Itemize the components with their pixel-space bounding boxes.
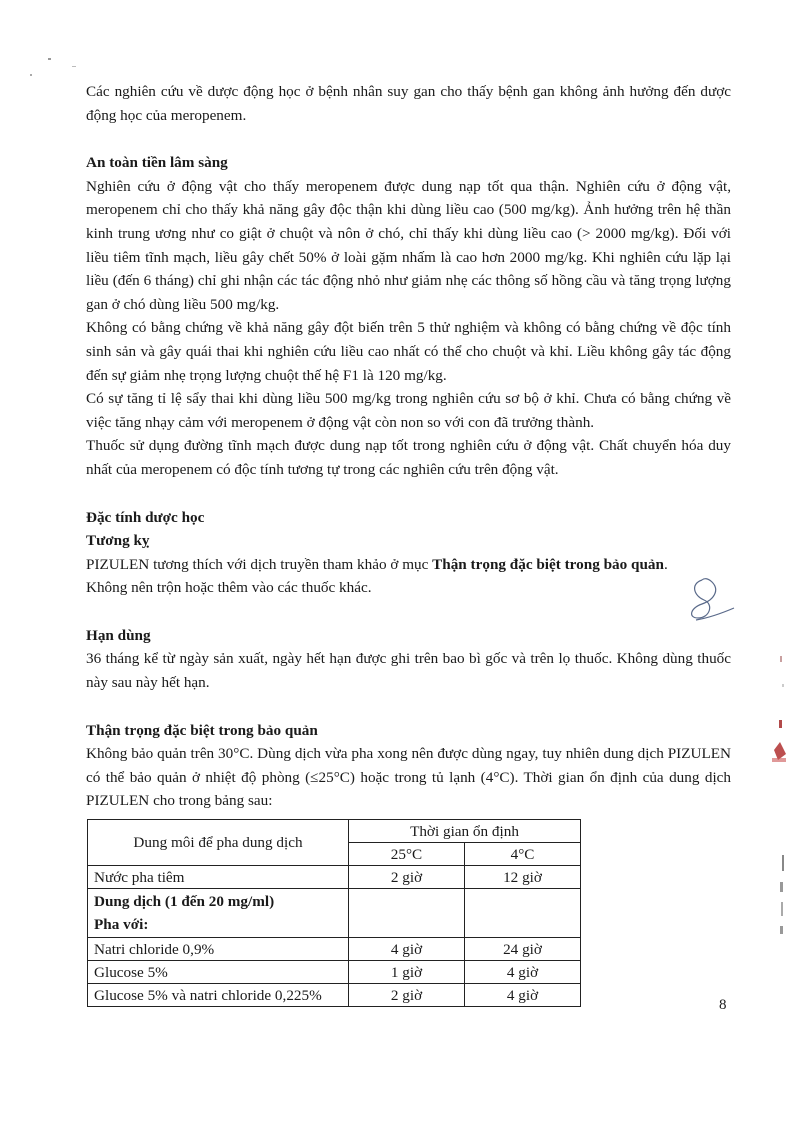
pharmaceutical-heading: Đặc tính dược học [86, 508, 205, 526]
header-solvent: Dung môi để pha dung dịch [88, 820, 349, 866]
time-25c-cell: 4 giờ [349, 938, 465, 961]
page-content [86, 80, 731, 1007]
storage-text: Không bảo quản trên 30°C. Dùng dịch vừa pha xong nên được dùng ngay, tuy nhiên dung dịch PIZULEN có thể bảo quản ở nhiệt độ phòng (≤25°C) hoặc trong tủ lạnh (4°C). Thời gian ổn định của dung dịch PIZULEN cho trong bảng sau: [86, 745, 731, 810]
incompatibility-reference: Thận trọng đặc biệt trong bảo quản [432, 555, 664, 573]
side-stamp-fragment [766, 650, 792, 960]
preclinical-section [86, 151, 731, 481]
group-title: Dung dịch (1 đến 20 mg/ml) [94, 893, 275, 911]
preclinical-paragraph-4: Thuốc sử dụng đường tĩnh mạch được dung nạp tốt trong nghiên cứu ở động vật. Chất chuyển hóa duy nhất của meropenem có độc tính tương tự trong các nghiên cứu trên động vật. [86, 437, 731, 478]
table-row [88, 938, 581, 961]
storage-heading: Thận trọng đặc biệt trong bảo quản [86, 721, 318, 739]
preclinical-paragraph-2: Không có bằng chứng về khả năng gây đột biến trên 5 thử nghiệm và không có bằng chứng về độc tính sinh sản và gây quái thai khi nghiên cứu liều cao nhất có thể cho chuột và khỉ. Liều không gây tác động đến sự giảm nhẹ trọng lượng chuột thế hệ F1 là 120 mg/kg. [86, 319, 731, 384]
scan-speck [72, 66, 76, 67]
empty-cell [349, 889, 465, 938]
time-4c-cell: 4 giờ [465, 984, 581, 1007]
header-4c: 4°C [465, 843, 581, 866]
shelf-life-section [86, 624, 731, 695]
scan-speck [48, 58, 51, 60]
incompatibility-line-2: Không nên trộn hoặc thêm vào các thuốc khác. [86, 579, 372, 597]
incompatibility-line-1 [86, 553, 731, 577]
table-header-row [88, 820, 581, 843]
intro-paragraph: Các nghiên cứu về dược động học ở bệnh nhân suy gan cho thấy bệnh gan không ảnh hưởng đến dược động học của meropenem. [86, 83, 731, 124]
table-row [88, 984, 581, 1007]
storage-section [86, 719, 731, 1007]
empty-cell [465, 889, 581, 938]
solvent-cell: Nước pha tiêm [88, 866, 349, 889]
solvent-cell: Natri chloride 0,9% [88, 938, 349, 961]
scan-speck [30, 74, 32, 76]
pharmaceutical-section [86, 506, 731, 600]
incompatibility-text-post: . [663, 555, 668, 573]
time-4c-cell: 12 giờ [465, 866, 581, 889]
time-25c-cell: 2 giờ [349, 866, 465, 889]
time-25c-cell: 2 giờ [349, 984, 465, 1007]
time-4c-cell: 24 giờ [465, 938, 581, 961]
solvent-cell: Glucose 5% [88, 961, 349, 984]
header-stability-time: Thời gian ổn định [349, 820, 581, 843]
page-number: 8 [719, 997, 727, 1013]
shelf-life-text: 36 tháng kể từ ngày sản xuất, ngày hết hạn được ghi trên bao bì gốc và trên lọ thuốc. Không dùng thuốc này sau này hết hạn. [86, 650, 731, 692]
preclinical-heading: An toàn tiền lâm sàng [86, 154, 228, 172]
handwritten-initial-mark [680, 574, 740, 624]
group-label-cell [88, 889, 349, 938]
header-25c: 25°C [349, 843, 465, 866]
table-row [88, 866, 581, 889]
time-25c-cell: 1 giờ [349, 961, 465, 984]
group-subtitle: Pha với: [94, 916, 149, 934]
time-4c-cell: 4 giờ [465, 961, 581, 984]
table-group-row [88, 889, 581, 938]
stability-table [87, 819, 581, 1007]
incompatibility-subheading: Tương kỵ [86, 532, 150, 550]
solvent-cell: Glucose 5% và natri chloride 0,225% [88, 984, 349, 1007]
preclinical-paragraph-3: Có sự tăng tỉ lệ sẩy thai khi dùng liều 500 mg/kg trong nghiên cứu sơ bộ ở khỉ. Chưa có bằng chứng về việc tăng nhạy cảm với meropenem ở động vật còn non so với con đã trưởng thành. [86, 390, 731, 431]
shelf-life-heading: Hạn dùng [86, 626, 151, 644]
table-row [88, 961, 581, 984]
incompatibility-text-pre: PIZULEN tương thích với dịch truyền tham khảo ở mục [86, 555, 433, 573]
preclinical-paragraph-1: Nghiên cứu ở động vật cho thấy meropenem được dung nạp tốt qua thận. Nghiên cứu ở động vật, meropenem chỉ cho thấy khả năng gây độc thận khi dùng liều cao (500 mg/kg). Ảnh hưởng trên hệ thần kinh trung ương như co giật ở chuột và nôn ở chó, chỉ thấy khi dùng liều cao (> 2000 mg/kg). Đối với liều tiêm tĩnh mạch, liều gây chết 50% ở loài gặm nhấm là cao hơn 2000 mg/kg. Khi nghiên cứu lặp lại liều (đến 6 tháng) chỉ ghi nhận các tác động nhỏ như giảm nhẹ các thông số hồng cầu và tăng trọng lượng gan ở chó dùng liều 500 mg/kg. [86, 177, 731, 313]
